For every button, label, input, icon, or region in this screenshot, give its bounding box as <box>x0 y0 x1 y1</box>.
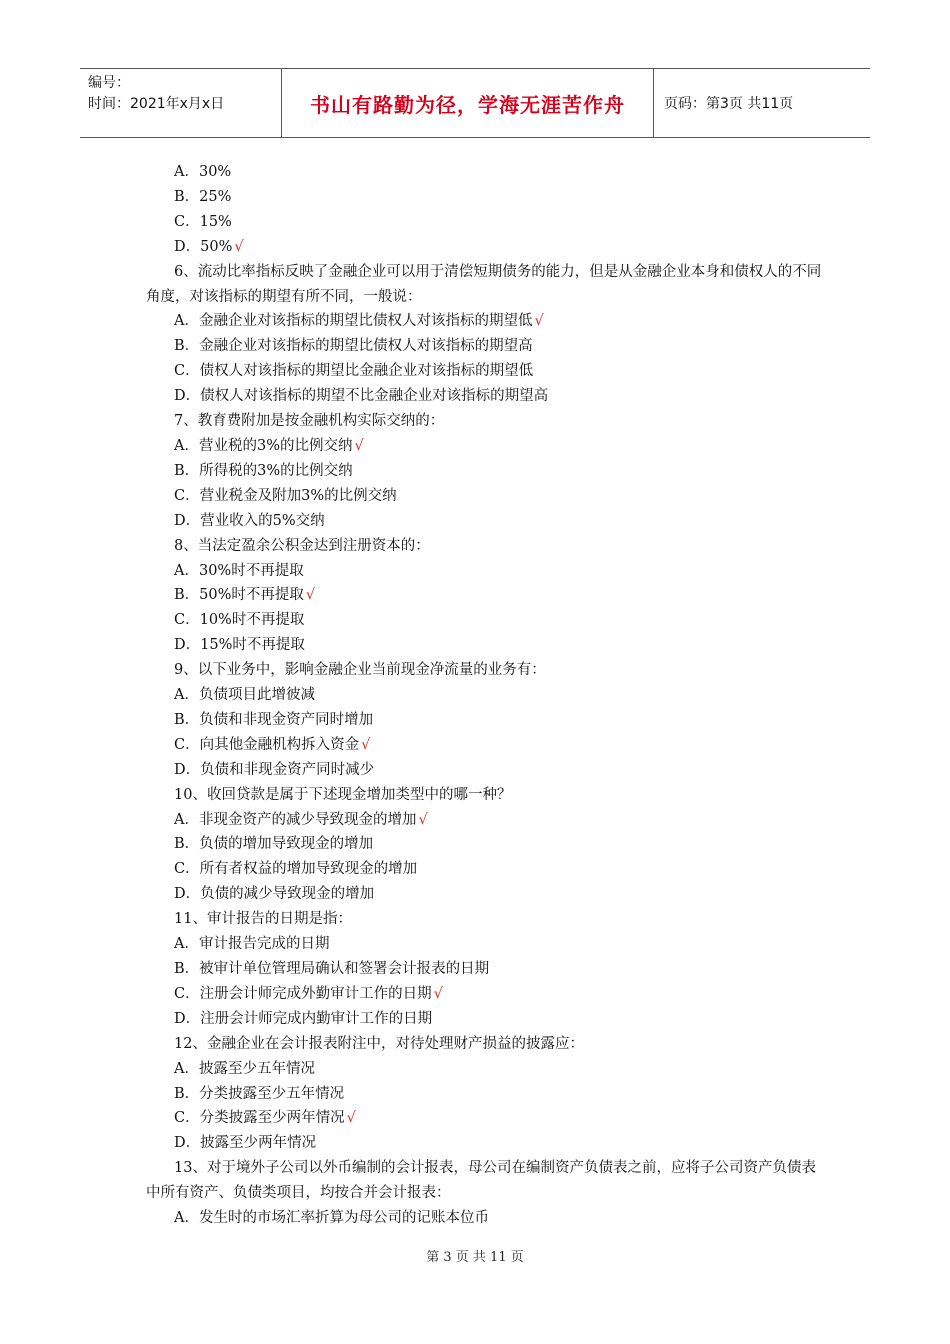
header-meta <box>80 69 282 137</box>
option-label: B．负债和非现金资产同时增加 <box>174 711 374 728</box>
option-label: D．50% <box>174 238 233 255</box>
answer-option <box>146 957 826 982</box>
answer-option <box>146 1057 826 1082</box>
option-label: D．负债的减少导致现金的增加 <box>174 886 375 903</box>
option-label: B．被审计单位管理局确认和签署会计报表的日期 <box>174 961 490 977</box>
option-label: A．发生时的市场汇率折算为母公司的记账本位币 <box>174 1210 489 1227</box>
answer-option <box>146 1206 826 1231</box>
page-footer: 第 3 页 共 11 页 <box>426 1250 524 1265</box>
time-label: 时间：2021年x月x日 <box>88 96 225 112</box>
correct-check-icon: √ <box>433 985 443 1002</box>
option-label: B．金融企业对该指标的期望比债权人对该指标的期望高 <box>174 338 533 355</box>
correct-check-icon: √ <box>361 736 371 753</box>
option-label: D．15%时不再提取 <box>174 637 305 654</box>
answer-option <box>146 434 826 459</box>
option-label: A．营业税的3%的比例交纳 <box>174 437 353 454</box>
option-label: B．所得税的3%的比例交纳 <box>174 462 353 479</box>
answer-option <box>146 1106 826 1131</box>
answer-option <box>146 683 826 708</box>
question-label: 7、教育费附加是按金融机构实际交纳的： <box>174 413 445 430</box>
answer-option <box>146 758 826 783</box>
correct-check-icon: √ <box>354 437 364 454</box>
option-label: A．审计报告完成的日期 <box>174 936 330 953</box>
answer-option <box>146 733 826 758</box>
option-label: B．负债的增加导致现金的增加 <box>174 836 374 853</box>
correct-check-icon: √ <box>346 1110 356 1127</box>
answer-option <box>146 1131 826 1156</box>
option-label: D．注册会计师完成内勤审计工作的日期 <box>174 1010 433 1027</box>
option-label: C．10%时不再提取 <box>174 612 305 629</box>
document-body <box>146 160 826 1231</box>
question-label: 10、收回贷款是属于下述现金增加类型中的哪一种？ <box>174 786 512 803</box>
answer-option <box>146 1082 826 1107</box>
option-label: A．负债项目此增彼减 <box>174 687 315 704</box>
question-text <box>146 534 826 559</box>
option-label: C．分类披露至少两年情况 <box>174 1110 345 1127</box>
question-text <box>146 907 826 932</box>
answer-option <box>146 857 826 882</box>
option-label: D．营业收入的5%交纳 <box>174 512 325 529</box>
option-label: B．分类披露至少五年情况 <box>174 1085 345 1102</box>
option-label: C．债权人对该指标的期望比金融企业对该指标的期望低 <box>174 363 534 380</box>
correct-check-icon: √ <box>305 587 316 604</box>
answer-option <box>146 484 826 509</box>
question-label: 11、审计报告的日期是指： <box>174 911 352 928</box>
option-label: D．债权人对该指标的期望不比金融企业对该指标的期望高 <box>174 388 549 405</box>
correct-check-icon: √ <box>418 811 428 828</box>
answer-option <box>146 882 826 907</box>
option-label: C．所有者权益的增加导致现金的增加 <box>174 861 418 878</box>
answer-option <box>146 1007 826 1032</box>
answer-option <box>146 160 826 185</box>
answer-option <box>146 235 826 260</box>
question-label: 6、流动比率指标反映了金融企业可以用于清偿短期债务的能力，但是从金融企业本身和债权人的不同角度，对该指标的期望有所不同，一般说： <box>146 263 822 305</box>
question-label: 13、对于境外子公司以外币编制的会计报表，母公司在编制资产负债表之前，应将子公司资产负债表中所有资产、负债类项目，均按合并会计报表： <box>146 1160 816 1202</box>
answer-option <box>146 583 826 608</box>
question-text <box>146 409 826 434</box>
answer-option <box>146 210 826 235</box>
answer-option <box>146 633 826 658</box>
answer-option <box>146 185 826 210</box>
answer-option <box>146 608 826 633</box>
number-label: 编号： <box>88 75 130 91</box>
option-label: A．30% <box>174 164 232 180</box>
question-text <box>146 658 826 683</box>
answer-option <box>146 708 826 733</box>
answer-option <box>146 932 826 957</box>
option-label: B．50%时不再提取 <box>174 587 304 604</box>
option-label: C．向其他金融机构拆入资金 <box>174 736 360 753</box>
answer-option <box>146 509 826 534</box>
page-header <box>80 68 870 138</box>
answer-option <box>146 384 826 409</box>
answer-option <box>146 982 826 1007</box>
question-text <box>146 260 826 310</box>
header-motto: 书山有路勤为径，学海无涯苦作舟 <box>282 69 654 137</box>
answer-option <box>146 559 826 584</box>
question-text <box>146 1032 826 1057</box>
question-label: 8、当法定盈余公积金达到注册资本的： <box>174 537 430 554</box>
answer-option <box>146 359 826 384</box>
option-label: C．15% <box>174 213 232 230</box>
answer-option <box>146 334 826 359</box>
correct-check-icon: √ <box>534 313 544 330</box>
option-label: A．金融企业对该指标的期望比债权人对该指标的期望低 <box>174 313 533 330</box>
option-label: D．披露至少两年情况 <box>174 1135 317 1152</box>
option-label: A．披露至少五年情况 <box>174 1060 315 1077</box>
option-label: C．注册会计师完成外勤审计工作的日期 <box>174 985 432 1002</box>
answer-option <box>146 459 826 484</box>
correct-check-icon: √ <box>234 238 244 255</box>
question-text <box>146 783 826 808</box>
header-page-label: 页码：第3页 共11页 <box>664 96 794 112</box>
answer-option <box>146 832 826 857</box>
question-label: 9、以下业务中，影响金融企业当前现金净流量的业务有： <box>174 662 546 679</box>
option-label: D．负债和非现金资产同时减少 <box>174 761 375 778</box>
option-label: A．非现金资产的减少导致现金的增加 <box>174 811 417 828</box>
answer-option <box>146 808 826 833</box>
question-label: 12、金融企业在会计报表附注中，对待处理财产损益的披露应： <box>174 1035 584 1052</box>
question-text <box>146 1156 826 1206</box>
option-label: B．25% <box>174 188 232 205</box>
option-label: C．营业税金及附加3%的比例交纳 <box>174 487 397 504</box>
option-label: A．30%时不再提取 <box>174 562 304 579</box>
answer-option <box>146 309 826 334</box>
